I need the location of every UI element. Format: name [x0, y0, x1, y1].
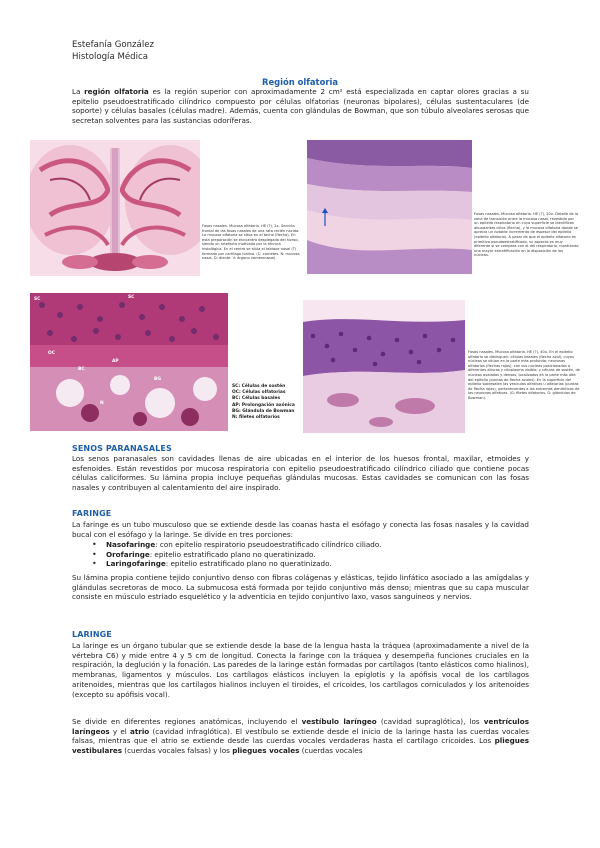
labeled-epithelium-image — [30, 293, 228, 431]
laringofaringe-term: Laringofaringe — [106, 559, 166, 569]
orofaringe-text: : epitelio estratificado plano no queratinizado. — [149, 549, 316, 559]
micro-label-n: N — [100, 401, 104, 406]
labeled-epithelium-micrograph — [30, 293, 228, 431]
list-item-laringofaringe — [92, 559, 381, 569]
legend-bg: BG: Glándula de Bowman — [232, 408, 295, 414]
course-name: Histología Médica — [72, 52, 148, 62]
fig4-caption: Fosas nasales. Mucosa olfatoria. HE (?), 40x. En el epitelio olfatorio se distinguen: células basales (flecha azul), cuyos núcleos se sitúan en la parte más profunda; neuronas olfatorias (flechas rojas), con sus núcleos posicionados a diferentes alturas y citoplasma visible; y células de sostén, de núcleos ovalados y densos, localizados en la parte más alta del epitelio (puntas de flecha azules). En la superficie del epitelio sobresalen las vesículas olfativas u olfatorias (puntas de flecha rojas), pertenecientes a los extremos dendríticos de las neuronas olfativas. (G: filetes olfatorios. G: glándulas de Bowman). — [468, 350, 580, 400]
term-ventriculos: ventrículos laríngeos — [72, 717, 529, 736]
intro-text: es la región superior con aproximadamente 2 cm² está especializada en captar olores gracias a su epitelio pseudoestratificado cilíndrico compuesto por células olfatorias (neuronas bipolares), células sustentaculares (de soporte) y células basales (células madre). Además, cuenta con glándulas de Bowman, que son túbulo alveolares serosas que secretan solventes para las sustancias odoríferas. — [72, 87, 529, 126]
section-heading-senos: SENOS PARANASALES — [72, 444, 172, 453]
list-item-nasofaringe — [92, 540, 381, 550]
list-item-orofaringe — [92, 550, 381, 560]
olfactory-detail-micrograph — [303, 300, 465, 433]
intro-lead: La — [72, 87, 85, 96]
term-pliegues-vestibulares: pliegues vestibulares — [72, 736, 529, 756]
p2-a: Se divide en diferentes regiones anatómicas, incluyendo el — [72, 717, 302, 726]
nasofaringe-term: Nasofaringe — [106, 540, 156, 549]
nasofaringe-text: : con epitelio respiratorio pseudoestratificado cilíndrico ciliado. — [155, 540, 382, 549]
legend-oc: OC: Células olfatorias — [232, 390, 286, 396]
term-vestibulo: vestíbulo laríngeo — [301, 717, 377, 726]
intro-term: región olfatoria — [84, 87, 149, 96]
page-title: Región olfatoria — [262, 77, 338, 87]
legend-bc: BC: Células basales — [232, 396, 281, 402]
transition-zone-micrograph — [307, 140, 472, 274]
micro-label-sc-2: SC — [128, 295, 135, 300]
p2-f: (cuerdas vocales — [299, 746, 363, 756]
author-block — [72, 39, 154, 63]
fig1-caption: Fosas nasales. Mucosa olfatoria. HE (?), 2x. Sección frontal de las fosas nasales de una rata recién nacida. La mucosa olfatoria se sitúa en el techo (flecha). En esta preparación se encuentra desplegada del hueso, siendo un artefacto motivado por la técnica histológica. En el centro se sitúa el tabique nasal (T) formado por cartílago hialino. (C: cornetes. N: mucosa nasal. D: diente. V: órgano vomeronasal). — [202, 224, 300, 261]
laringe-paragraph-1: La laringe es un órgano tubular que se extiende desde la base de la lengua hasta la tráquea (aproximadamente a nivel de la vértebra C6) y mide entre 4 y 5 cm de longitud. Conecta la faringe con la tráquea y desempeña funciones cruciales en la respiración, la deglución y la fonación. Las paredes de la laringe están formadas por cartílagos (tanto elásticos como hialinos), membranas, ligamentos y músculos. Los cartílagos elásticos incluyen la epiglotis y la apófisis vocal de los cartílagos aritenoides, mientras que los cartílagos hialinos incluyen el tiroides, el cricoides, los cartílagos corniculados y los aritenoides (excepto su apófisis vocal). — [72, 641, 529, 699]
p2-e: (cuerdas vocales falsas) y los — [122, 746, 233, 756]
faringe-list — [92, 540, 381, 569]
section-heading-laringe: LARINGE — [72, 630, 112, 639]
transition-zone-image — [307, 140, 472, 274]
fig2-caption: Fosas nasales. Mucosa olfatoria. HE (?), 20x. Detalle de la zona de transición entre la mucosa nasal, revestida por un epitelio respiratorio en cuya superficie se identifican abundantes cilios (flecha), y la mucosa olfatoria donde se aprecia un notable incremento de espesor del epitelio (epitelio olfatorio). A pesar de que el epitelio olfatorio es primitivo pseudoestratificado, su aspecto es muy diferente si se compara con el del respiratorio, mostrando una mayor estratificación en la disposición de los núcleos. — [474, 212, 579, 258]
micro-label-bg: BG — [154, 377, 161, 382]
faringe-intro: La faringe es un tubo musculoso que se extiende desde las coanas hasta el esófago y conecta las fosas nasales y la cavidad bucal con el esófago y la laringe. Se divide en tres porciones: — [72, 520, 529, 539]
senos-paragraph: Los senos paranasales son cavidades llenas de aire ubicadas en el interior de los huesos frontal, maxilar, etmoides y esfenoides. Están revestidos por mucosa respiratoria con epitelio pseudoestratificado cilíndrico ciliado que contiene pocas células caliciformes. Su lámina propia incluye pequeñas glándulas mucosas. Estas cavidades se comunican con las fosas nasales y contribuyen al calentamiento del aire inspirado. — [72, 454, 529, 493]
p2-b: (cavidad supraglótica), los — [376, 717, 484, 726]
p2-d: (cavidad infraglótica). El vestíbulo se extiende desde el inicio de la laringe hasta las cuerdas vocales falsas, mientras que el atrio se extiende desde las cuerdas vocales verdaderas hasta el cartílago cricoides. Los — [72, 726, 530, 746]
legend-n: N: filetes olfatorios — [232, 415, 280, 421]
term-pliegues-vocales: pliegues vocales — [232, 746, 300, 756]
nasal-section-image — [30, 140, 200, 276]
micro-label-sc: SC — [34, 297, 41, 302]
author-name: Estefanía González — [72, 40, 155, 50]
olfactory-detail-image — [303, 300, 465, 433]
p2-c: y el — [109, 726, 130, 736]
micro-label-oc: OC — [48, 351, 55, 356]
cell-legend — [232, 384, 295, 421]
term-atrio: atrio — [130, 726, 150, 736]
micro-label-ap: AP — [112, 359, 119, 364]
faringe-paragraph: Su lámina propia contiene tejido conjuntivo denso con fibras colágenas y elásticas, tejido linfático asociado a las amígdalas y glándulas secretoras de moco. La submucosa está formada por tejido conjuntivo más denso; mientras que su capa muscular consiste en músculo estriado esquelético y la adventicia en tejido conjuntivo laxo, vasos sanguíneos y nervios. — [72, 573, 529, 602]
micro-label-bc: BC — [78, 367, 85, 372]
intro-paragraph — [72, 87, 529, 126]
legend-sc: SC: Células de sostén — [232, 384, 286, 389]
nasal-section-micrograph — [30, 140, 200, 276]
laringofaringe-text: : epitelio estratificado plano no queratinizado. — [165, 559, 332, 569]
legend-ap: AP: Prolongación axónica — [232, 402, 295, 408]
section-heading-faringe: FARINGE — [72, 509, 112, 518]
orofaringe-term: Orofaringe — [106, 549, 150, 559]
laringe-paragraph-2 — [72, 717, 529, 756]
